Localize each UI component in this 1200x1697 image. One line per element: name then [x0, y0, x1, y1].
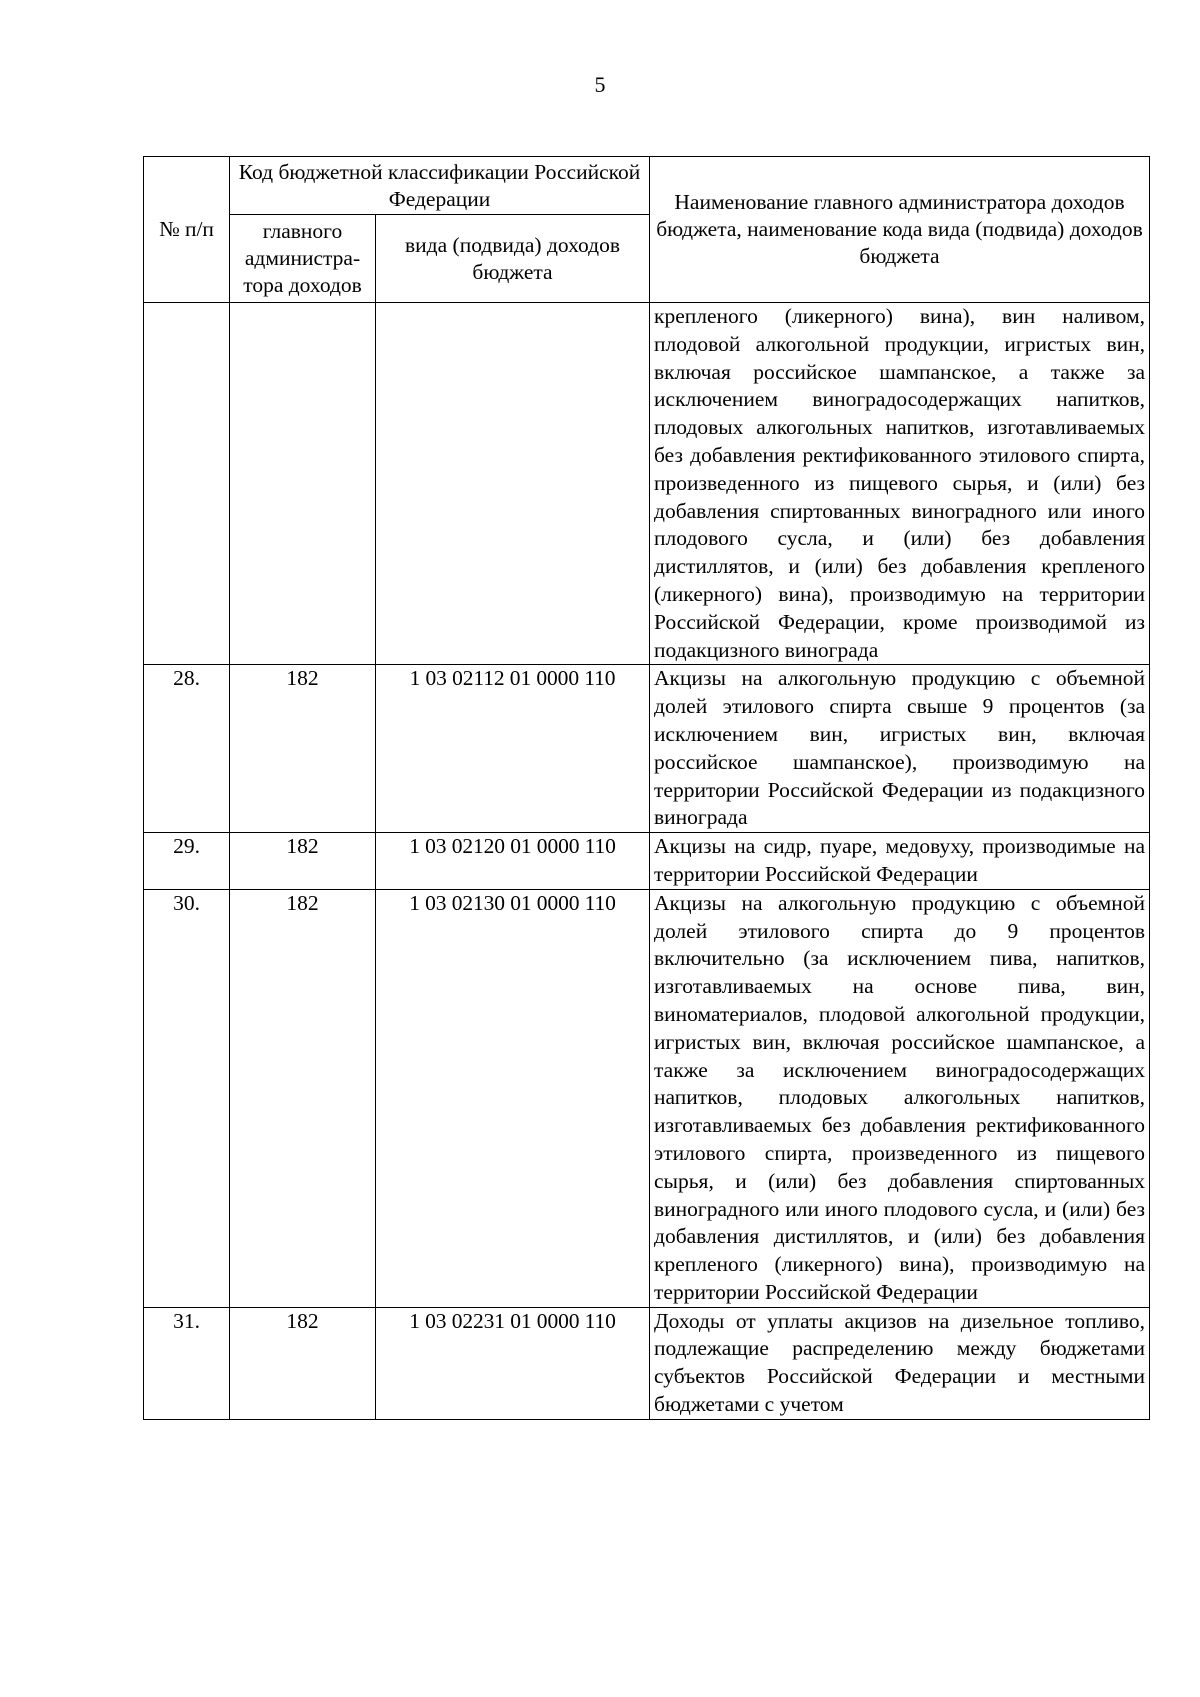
table-body — [144, 303, 1150, 1420]
row-admin-code — [230, 303, 376, 665]
row-name: Акцизы на алкогольную продукцию с объемной долей этилового спирта свыше 9 процентов (за исключением вин, игристых вин, включая российское шампанское), производимую на территории Российской Федерации из подакцизного винограда — [650, 665, 1150, 833]
table-row — [144, 889, 1150, 1307]
page-number: 5 — [594, 72, 606, 97]
row-admin-code: 182 — [230, 1307, 376, 1419]
row-number — [144, 303, 230, 665]
row-number: 31. — [144, 1307, 230, 1419]
header-budget-classification-code: Код бюджетной классификации Российской Федерации — [230, 157, 650, 215]
header-chief-administrator: главного администра-тора доходов — [230, 215, 376, 303]
table-header — [144, 157, 1150, 303]
table-row — [144, 833, 1150, 890]
row-revenue-code: 1 03 02130 01 0000 110 — [376, 889, 650, 1307]
row-revenue-code: 1 03 02120 01 0000 110 — [376, 833, 650, 890]
row-admin-code: 182 — [230, 889, 376, 1307]
table-row — [144, 303, 1150, 665]
row-number: 30. — [144, 889, 230, 1307]
row-name: Акцизы на сидр, пуаре, медовуху, производимые на территории Российской Федерации — [650, 833, 1150, 890]
row-name: Доходы от уплаты акцизов на дизельное топливо, подлежащие распределению между бюджетами субъектов Российской Федерации и местными бюджетами с учетом — [650, 1307, 1150, 1419]
row-number: 28. — [144, 665, 230, 833]
header-revenue-type-code: вида (подвида) доходов бюджета — [376, 215, 650, 303]
row-name: Акцизы на алкогольную продукцию с объемной долей этилового спирта до 9 процентов включительно (за исключением пива, напитков, изготавливаемых на основе пива, вин, виноматериалов, плодовой алкогольной продукции, игристых вин, включая российское шампанское, а также за исключением виноградосодержащих напитков, плодовых алкогольных напитков, изготавливаемых без добавления ректификованного этилового спирта, произведенного из пищевого сырья, и (или) без добавления спиртованных виноградного или иного плодового сусла, и (или) без добавления дистиллятов, и (или) без добавления крепленого (ликерного) вина), производимую на территории Российской Федерации — [650, 889, 1150, 1307]
row-admin-code: 182 — [230, 665, 376, 833]
row-name: крепленого (ликерного) вина), вин наливом, плодовой алкогольной продукции, игристых вин, включая российское шампанское, а также за исключением виноградосодержащих напитков, плодовых алкогольных напитков, изготавливаемых без добавления ректификованного этилового спирта, произведенного из пищевого сырья, и (или) без добавления спиртованных виноградного или иного плодового сусла, и (или) без добавления дистиллятов, и (или) без добавления крепленого (ликерного) вина), производимую на территории Российской Федерации, кроме производимой из подакцизного винограда — [650, 303, 1150, 665]
header-num: № п/п — [144, 157, 230, 303]
header-name: Наименование главного администратора доходов бюджета, наименование кода вида (подвида) доходов бюджета — [650, 157, 1150, 303]
table-row — [144, 1307, 1150, 1419]
table-row — [144, 665, 1150, 833]
row-admin-code: 182 — [230, 833, 376, 890]
revenue-classification-table — [143, 156, 1150, 1420]
row-revenue-code — [376, 303, 650, 665]
row-revenue-code: 1 03 02112 01 0000 110 — [376, 665, 650, 833]
row-revenue-code: 1 03 02231 01 0000 110 — [376, 1307, 650, 1419]
row-number: 29. — [144, 833, 230, 890]
